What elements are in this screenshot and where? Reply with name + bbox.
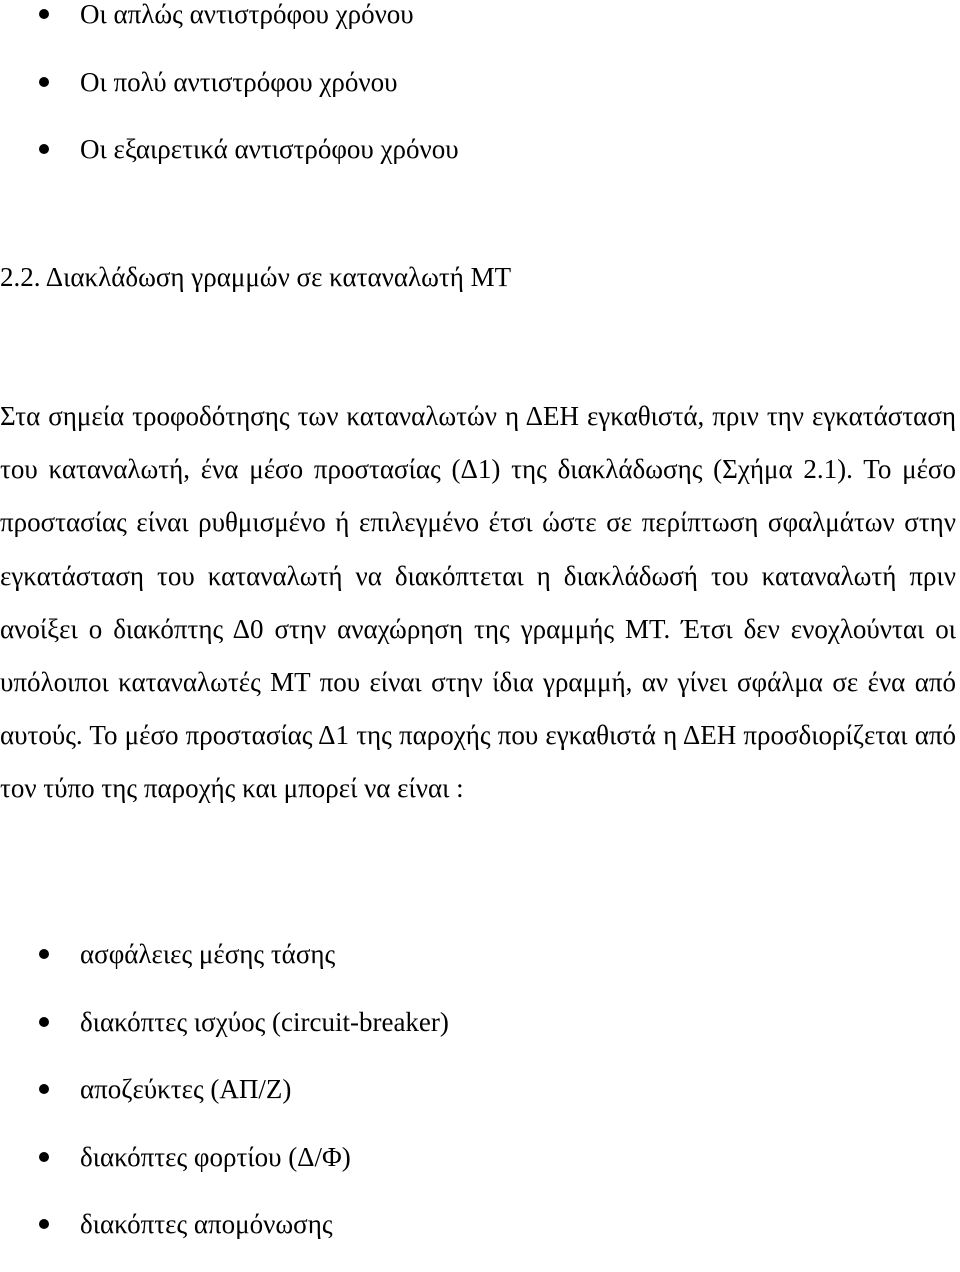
bullet-icon — [39, 9, 49, 19]
list-item — [0, 1002, 449, 1070]
protection-type-list — [0, 0, 459, 197]
list-item-text: αποζεύκτες (ΑΠ/Ζ) — [80, 1074, 292, 1104]
list-item-text: Οι εξαιρετικά αντιστρόφου χρόνου — [80, 134, 459, 164]
bullet-icon — [39, 1017, 49, 1027]
list-item — [0, 129, 459, 197]
body-paragraph: Στα σημεία τροφοδότησης των καταναλωτών η ΔΕΗ εγκαθιστά, πριν την εγκατάσταση του καταναλωτή, ένα μέσο προστασίας (Δ1) της διακλάδωσης (Σχήμα 2.1). Το μέσο προστασίας είναι ρυθμισμένο ή επιλεγμένο έτσι ώστε σε περίπτωση σφαλμάτων στην εγκατάσταση του καταναλωτή να διακόπτεται η διακλάδωσή του καταναλωτή πριν ανοίξει ο διακόπτης Δ0 στην αναχώρηση της γραμμής ΜΤ. Έτσι δεν ενοχλούνται οι υπόλοιποι καταναλωτές ΜΤ που είναι στην ίδια γραμμή, αν γίνει σφάλμα σε ένα από αυτούς. Το μέσο προστασίας Δ1 της παροχής που εγκαθιστά η ΔΕΗ προσδιορίζεται από τον τύπο της παροχής και μπορεί να είναι : — [0, 401, 956, 804]
list-item-text: διακόπτες απομόνωσης — [80, 1209, 333, 1239]
list-item — [0, 934, 449, 1002]
list-item — [0, 0, 459, 62]
section-heading: 2.2. Διακλάδωση γραμμών σε καταναλωτή ΜΤ — [0, 262, 512, 292]
list-item — [0, 1069, 449, 1137]
bullet-icon — [39, 77, 49, 87]
bullet-icon — [39, 1084, 49, 1094]
bullet-icon — [39, 949, 49, 959]
list-item — [0, 1137, 449, 1205]
bullet-icon — [39, 1219, 49, 1229]
list-item — [0, 1204, 449, 1272]
bullet-icon — [39, 1152, 49, 1162]
list-item-text: ασφάλειες μέσης τάσης — [80, 939, 336, 969]
list-item-text: διακόπτες ισχύος (circuit-breaker) — [80, 1006, 449, 1037]
protection-device-list — [0, 934, 449, 1272]
list-item-text: Οι πολύ αντιστρόφου χρόνου — [80, 66, 398, 97]
list-item — [0, 62, 459, 130]
list-item-text: Οι απλώς αντιστρόφου χρόνου — [80, 0, 414, 29]
list-item-text: διακόπτες φορτίου (Δ/Φ) — [80, 1141, 351, 1172]
bullet-icon — [39, 144, 49, 154]
